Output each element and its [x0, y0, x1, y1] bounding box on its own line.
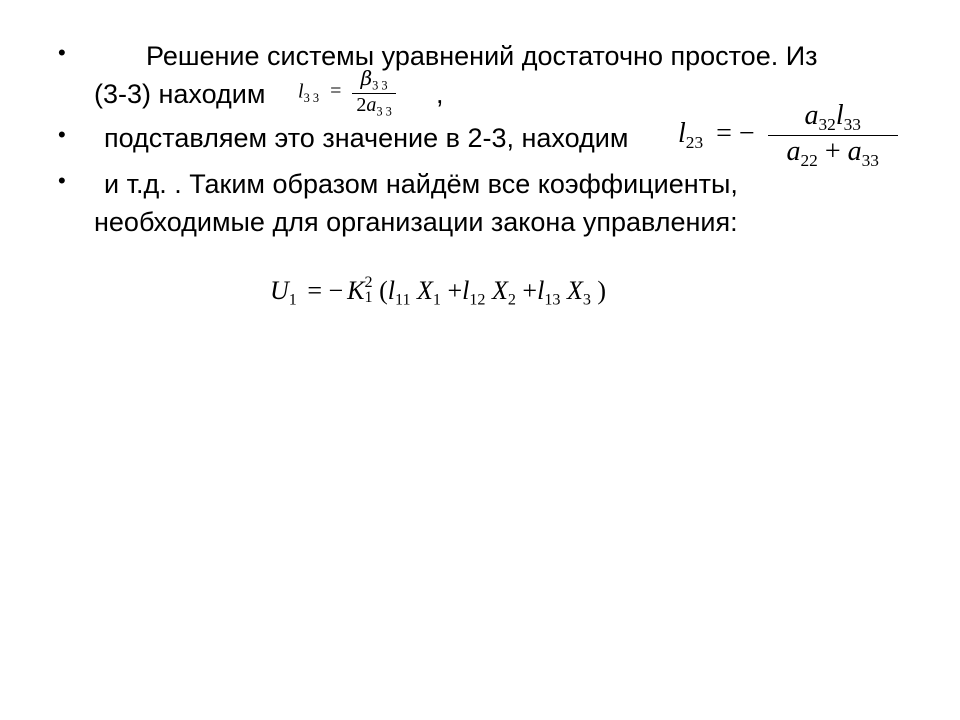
l23-denominator [768, 135, 898, 171]
l33-fraction [352, 66, 396, 120]
l23-lhs-index: 23 [685, 133, 704, 153]
formula-l23 [678, 100, 898, 171]
bullet-2-line-1: подставляем это значение в 2-3, находим [104, 123, 629, 153]
x3-symbol: X [566, 276, 583, 305]
l23-lhs-symbol: l [678, 117, 686, 149]
plus-1: + [447, 276, 463, 305]
l12-index: 12 [469, 291, 486, 309]
l23-plus: + [824, 136, 841, 168]
bullet-3-line-2: необходимые для организации закона управления: [94, 207, 738, 237]
l23-fraction [768, 100, 898, 171]
x2-symbol: X [491, 276, 508, 305]
l33-equals: = [330, 80, 342, 103]
l33-den-index: 3 3 [376, 104, 392, 119]
u-equals: = − [307, 276, 344, 305]
l11-index: 11 [394, 291, 411, 309]
bullet-1-line-2: (3-3) находим [94, 79, 266, 109]
bullet-1-marker: • [58, 40, 66, 65]
k-symbol: K [347, 276, 365, 305]
l23-num-l-index: 33 [843, 115, 861, 135]
u-symbol: U [270, 276, 289, 305]
plus-2: + [522, 276, 538, 305]
l33-numerator [352, 66, 396, 93]
bullet-2-marker: • [58, 122, 66, 147]
close-paren: ) [597, 276, 607, 305]
l33-den-coef: 2 [356, 94, 367, 117]
l33-den-symbol: a [366, 94, 377, 117]
l33-num-symbol: β [360, 66, 373, 90]
l12-symbol: l [462, 276, 470, 305]
l33-num-index: 3 3 [372, 78, 388, 93]
bullet-3-marker: • [58, 168, 66, 193]
open-paren: ( [379, 276, 388, 305]
x1-symbol: X [417, 276, 433, 305]
bullet-1-line-1: Решение системы уравнений достаточно простое. Из [146, 41, 818, 71]
l33-lhs-index: 3 3 [303, 90, 320, 105]
l23-den-a1: a [786, 136, 801, 168]
l23-num-a: a [804, 100, 819, 131]
l11-symbol: l [387, 276, 395, 305]
formula-control-law [270, 276, 606, 310]
l23-den-a2-index: 33 [861, 151, 879, 171]
k-sub: 1 [364, 288, 373, 306]
x1-index: 1 [432, 291, 441, 309]
l13-symbol: l [537, 276, 545, 305]
l23-num-l: l [835, 100, 844, 131]
k-indices [365, 276, 373, 305]
l23-den-a2: a [847, 136, 862, 168]
l33-denominator [352, 93, 396, 119]
bullet-3-line-1: и т.д. . Таким образом найдём все коэффициенты, [104, 169, 738, 199]
bullet-1-trailing-comma: , [436, 79, 444, 109]
x3-index: 3 [582, 291, 591, 309]
k-sup: 2 [364, 274, 373, 292]
l23-numerator [768, 100, 898, 135]
l23-num-a-index: 32 [818, 115, 836, 135]
formula-l33 [298, 66, 396, 120]
u-index: 1 [288, 291, 297, 309]
l23-equals: = − [716, 117, 755, 149]
x2-index: 2 [507, 291, 516, 309]
l33-lhs-symbol: l [298, 80, 304, 103]
l23-den-a1-index: 22 [800, 151, 818, 171]
l13-index: 13 [544, 291, 561, 309]
